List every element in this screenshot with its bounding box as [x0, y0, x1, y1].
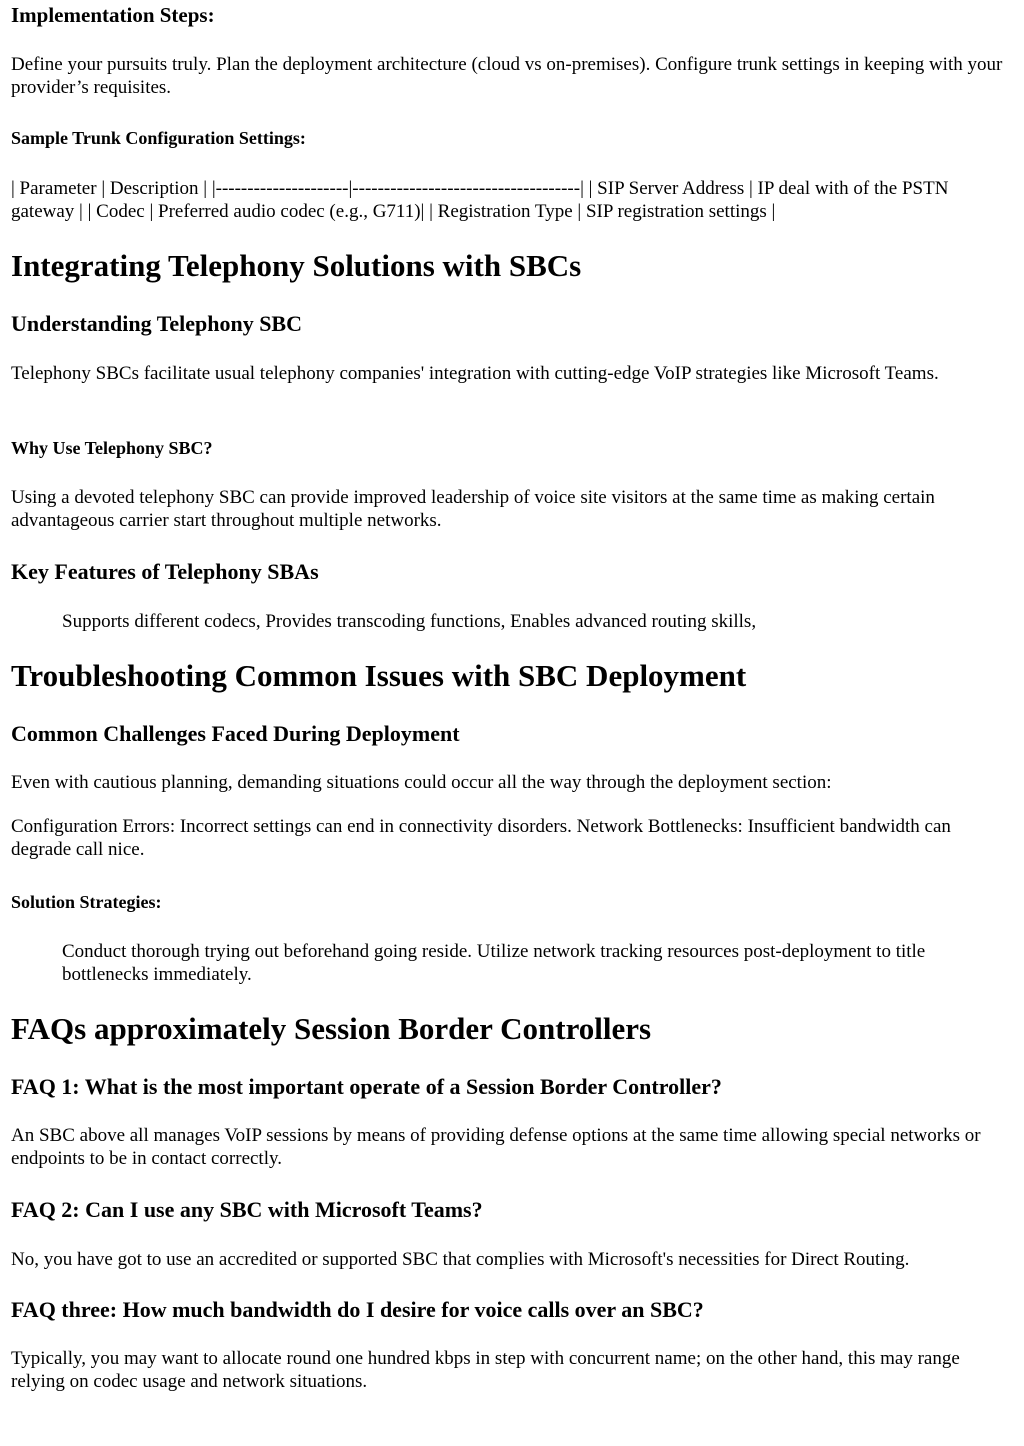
telephony-sbc-paragraph: Telephony SBCs facilitate usual telephony companies' integration with cutting-edge VoIP strategies like Microsoft Teams.: [11, 363, 939, 384]
implementation-steps-paragraph: Define your pursuits truly. Plan the deployment architecture (cloud vs on-premises). Configure trunk settings in keeping with your provider’s requisites.: [11, 54, 1003, 98]
why-use-telephony-sbc-paragraph: Using a devoted telephony SBC can provide improved leadership of voice site visitors at the same time as making certain advantageous carrier start throughout multiple networks.: [11, 487, 935, 531]
implementation-steps-heading: Implementation Steps:: [11, 3, 215, 27]
integrating-telephony-heading: Integrating Telephony Solutions with SBCs: [11, 248, 582, 283]
configuration-errors-paragraph: Configuration Errors: Incorrect settings can end in connectivity disorders. Network Bottlenecks: Insufficient bandwidth can degrade call nice.: [11, 816, 951, 860]
solution-strategies-heading: Solution Strategies:: [11, 892, 162, 912]
faq2-answer: No, you have got to use an accredited or supported SBC that complies with Microsoft's necessities for Direct Routing.: [11, 1249, 910, 1270]
key-features-blockquote: Supports different codecs, Provides transcoding functions, Enables advanced routing skills,: [62, 611, 757, 632]
understanding-telephony-sbc-heading: Understanding Telephony SBC: [11, 311, 302, 336]
trunk-config-table-text: | Parameter | Description | |---------------------|------------------------------------| | SIP Server Address | IP deal with of the PSTN gateway | | Codec | Preferred audio codec (e.g., G711)| | Registration Type | SIP registration settings |: [11, 178, 949, 222]
faq2-question: FAQ 2: Can I use any SBC with Microsoft Teams?: [11, 1197, 483, 1222]
faq3-answer: Typically, you may want to allocate round one hundred kbps in step with concurrent name; on the other hand, this may range relying on codec usage and network situations.: [11, 1348, 960, 1392]
faq1-question: FAQ 1: What is the most important operate of a Session Border Controller?: [11, 1074, 722, 1099]
faq3-question: FAQ three: How much bandwidth do I desire for voice calls over an SBC?: [11, 1297, 704, 1322]
faqs-heading: FAQs approximately Session Border Controllers: [11, 1011, 652, 1046]
common-challenges-paragraph: Even with cautious planning, demanding situations could occur all the way through the deployment section:: [11, 772, 832, 793]
solution-strategies-blockquote: Conduct thorough trying out beforehand going reside. Utilize network tracking resources post-deployment to title bottlenecks immediately.: [62, 941, 926, 985]
common-challenges-heading: Common Challenges Faced During Deployment: [11, 721, 460, 746]
why-use-telephony-sbc-heading: Why Use Telephony SBC?: [11, 438, 213, 458]
sample-trunk-config-heading: Sample Trunk Configuration Settings:: [11, 128, 306, 148]
key-features-heading: Key Features of Telephony SBAs: [11, 559, 319, 584]
troubleshooting-heading: Troubleshooting Common Issues with SBC Deployment: [11, 658, 747, 693]
faq1-answer: An SBC above all manages VoIP sessions by means of providing defense options at the same time allowing special networks or endpoints to be in contact correctly.: [11, 1125, 981, 1169]
